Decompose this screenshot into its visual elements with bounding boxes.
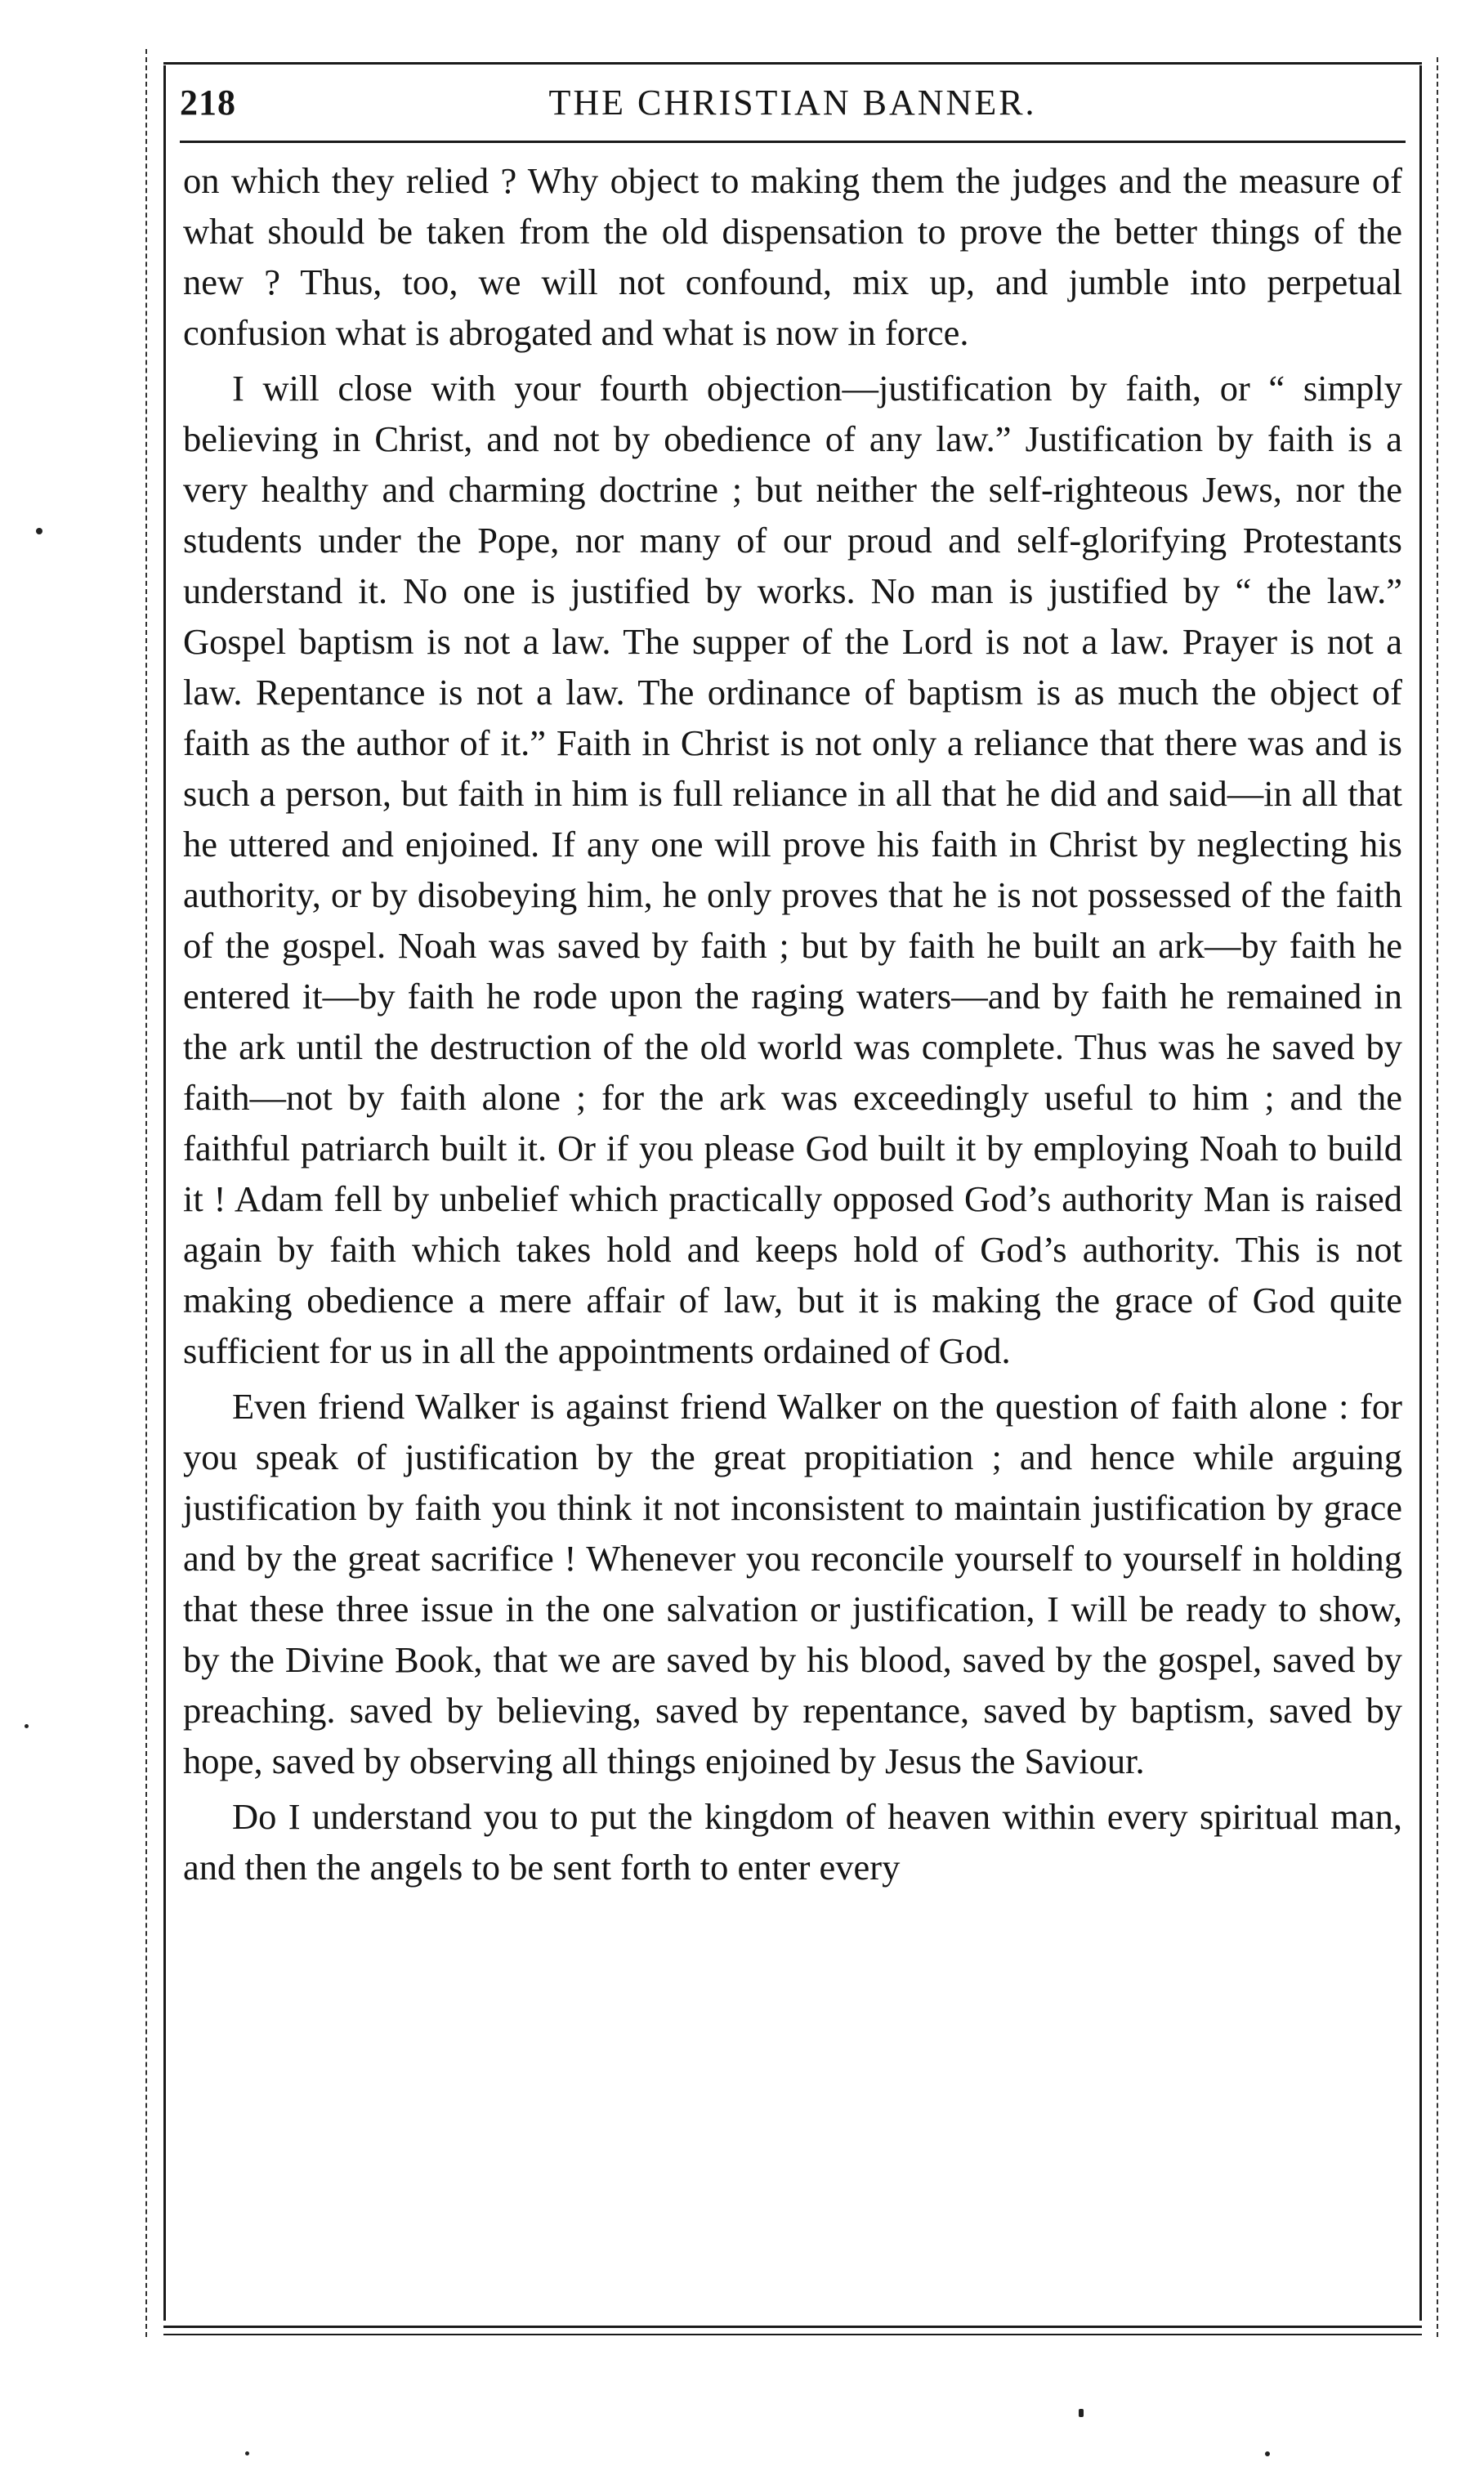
- bottom-rule-double: [163, 2334, 1422, 2335]
- ink-speck: [25, 1724, 29, 1728]
- outer-dashed-rule-left: [145, 49, 149, 2337]
- header-rule: [180, 141, 1406, 143]
- paragraph: I will close with your fourth objection—justification by faith, or “ simply believing in Christ, and not by obedience of any law.” Justification by faith is a very healthy and charming doctrine ; but neither the self-righteous Jews, nor the students under the Pope, nor many of our proud and self-glorifying Protestants understand it. No one is justified by works. No man is justified by “ the law.” Gospel baptism is not a law. The supper of the Lord is not a law. Prayer is not a law. Repentance is not a law. The ordinance of baptism is as much the object of faith as the author of it.” Faith in Christ is not only a reliance that there was and is such a person, but faith in him is full reliance in all that he did and said—in all that he uttered and enjoined. If any one will prove his faith in Christ by neglecting his authority, or by disobeying him, he only proves that he is not possessed of the faith of the gospel. Noah was saved by faith ; but by faith he built an ark—by faith he entered it—by faith he rode upon the raging waters—and by faith he remained in the ark until the destruction of the old world was complete. Thus was he saved by faith—not by faith alone ; for the ark was exceedingly useful to him ; and the faithful patriarch built it. Or if you please God built it by employing Noah to build it ! Adam fell by unbelief which practically opposed God’s authority Man is raised again by faith which takes hold and keeps hold of God’s authority. This is not making obedience a mere affair of law, but it is making the grace of God quite sufficient for us in all the appointments ordained of God.: [183, 368, 1402, 1371]
- paragraph: Even friend Walker is against friend Walker on the question of faith alone : for you speak of justification by the great propitiation ; and hence while arguing justification by faith you think it not inconsistent to maintain justification by grace and by the great sacrifice ! Whenever you reconcile yourself to yourself in holding that these three issue in the one salvation or justification, I will be ready to show, by the Divine Book, that we are saved by his blood, saved by the gospel, saved by preaching. saved by believing, saved by repentance, saved by baptism, saved by hope, saved by observing all things enjoined by Jesus the Saviour.: [183, 1386, 1402, 1781]
- bottom-rule: [163, 2326, 1422, 2328]
- page-header: [180, 82, 1406, 139]
- ink-speck: [1079, 2409, 1084, 2417]
- ink-speck: [1265, 2451, 1270, 2456]
- paragraph: on which they relied ? Why object to making them the judges and the measure of what should be taken from the old dispensation to prove the better things of the new ? Thus, too, we will not confound, mix up, and jumble into perpetual confusion what is abrogated and what is now in force.: [183, 160, 1402, 353]
- page-number: 218: [180, 83, 236, 123]
- ink-speck: [245, 2451, 249, 2455]
- ink-speck: [36, 528, 42, 534]
- paragraph: Do I understand you to put the kingdom of heaven within every spiritual man, and then the angels to be sent forth to enter every: [183, 1796, 1402, 1888]
- top-border-rule: [163, 62, 1422, 65]
- outer-dashed-rule-right: [1437, 57, 1440, 2337]
- article-body: [183, 155, 1402, 1892]
- running-title: THE CHRISTIAN BANNER.: [548, 83, 1037, 123]
